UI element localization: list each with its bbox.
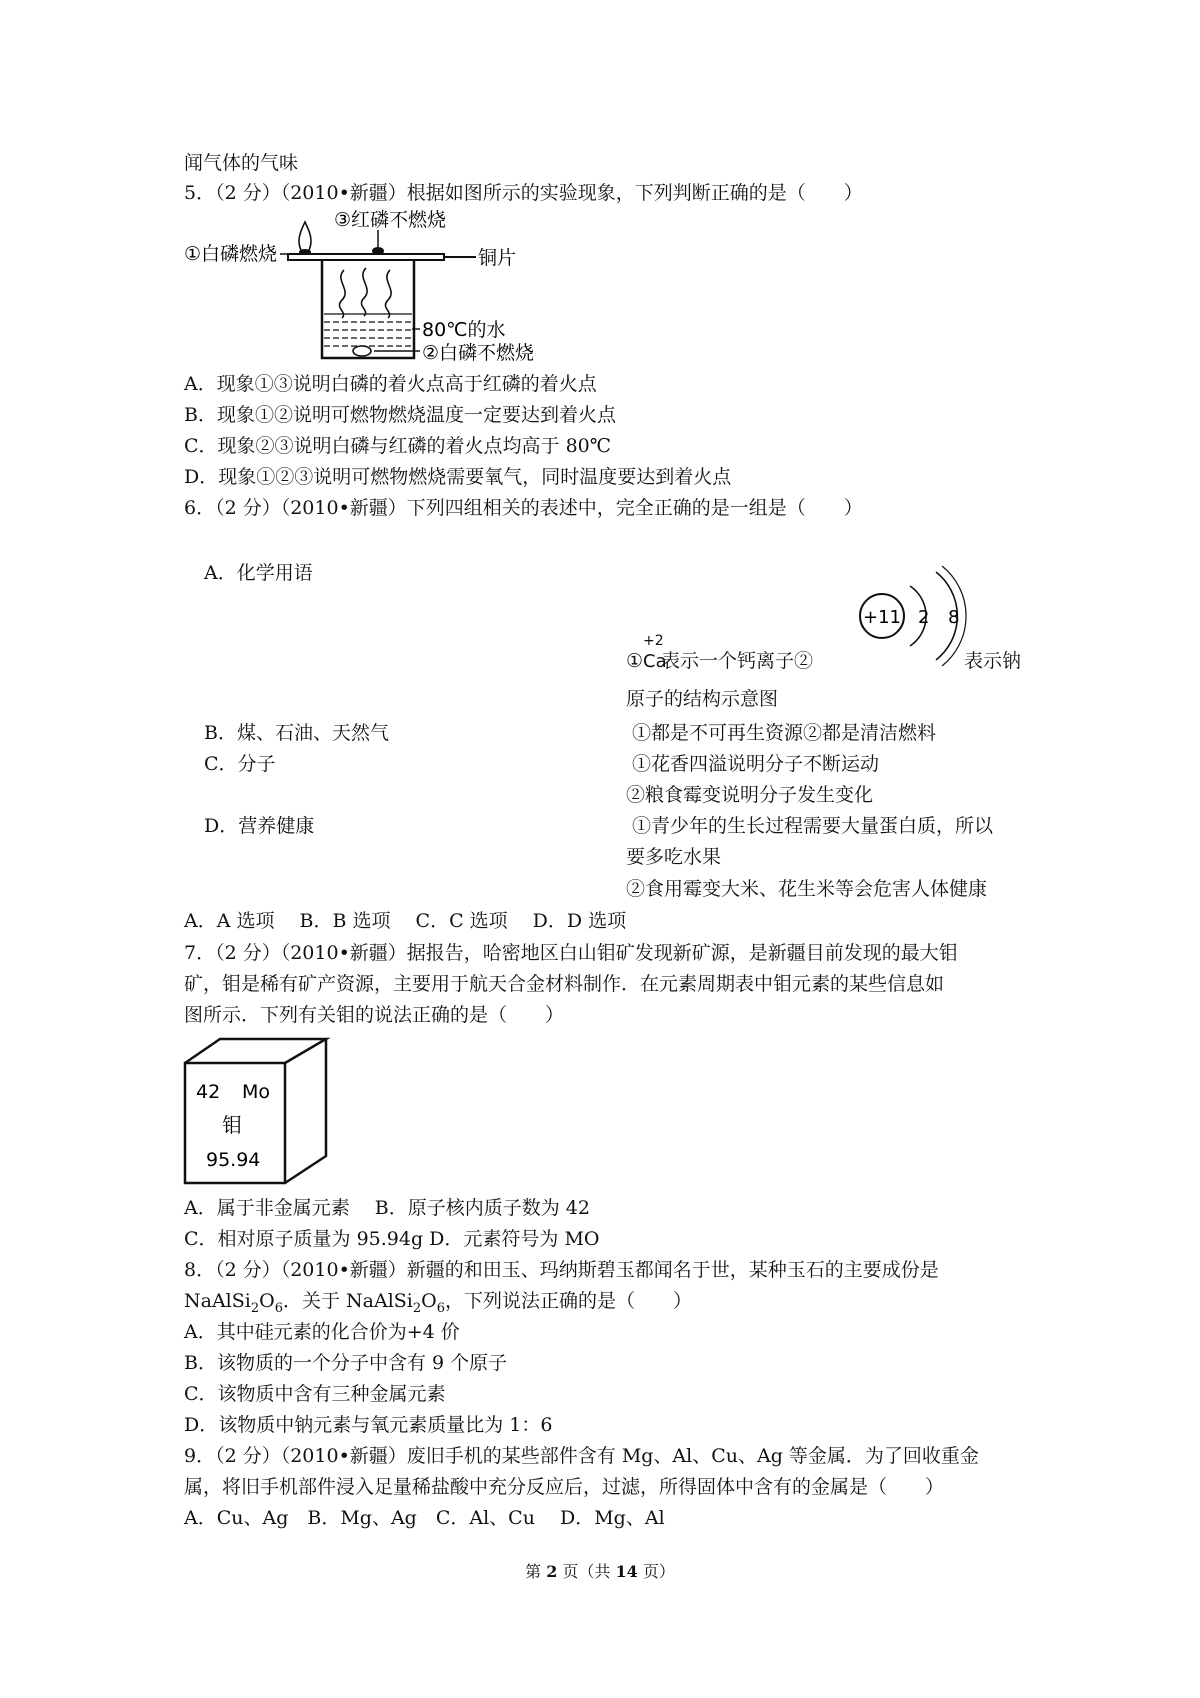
q6-row-d-right: ①青少年的生长过程需要大量蛋白质，所以	[632, 815, 994, 837]
circled-one: ①	[626, 650, 644, 672]
q9-stem-line1: 9．（2 分）（2010•新疆）废旧手机的某些部件含有 Mg、Al、Cu、Ag 等金属．为了回收重金	[184, 1445, 979, 1467]
formula-1	[184, 1290, 283, 1316]
calcium-ion-symbol	[643, 633, 667, 675]
fig-label-red-p: ③红磷不燃烧	[334, 209, 447, 231]
q5-option-a: A．现象①③说明白磷的着火点高于红磷的着火点	[184, 373, 597, 395]
atom-shell-1: 2	[918, 607, 930, 628]
q8-stem-line1: 8．（2 分）（2010•新疆）新疆的和田玉、玛纳斯碧玉都闻名于世，某种玉石的主要成份是	[184, 1259, 939, 1281]
q7-stem-line1: 7．（2 分）（2010•新疆）据报告，哈密地区白山钼矿发现新矿源，是新疆目前发现的最大钼	[184, 942, 958, 964]
atom-nucleus: +11	[863, 607, 901, 628]
formula-2-sub-2: 6	[436, 1300, 446, 1316]
formula-2-part-a: NaAlSi	[346, 1290, 413, 1312]
element-ca: Ca	[643, 651, 667, 672]
q6-answer-options: A．A 选项 B．B 选项 C．C 选项 D．D 选项	[184, 910, 627, 932]
q8-option-b: B．该物质的一个分子中含有 9 个原子	[184, 1352, 508, 1374]
previous-question-tail: 闻气体的气味	[184, 152, 299, 174]
q6-row-a-right	[626, 633, 814, 675]
q6-row-c-right-line2: ②粮食霉变说明分子发生变化	[626, 784, 874, 806]
q6-row-a-right-line2: 原子的结构示意图	[626, 688, 779, 710]
footer-post: 页）	[637, 1562, 675, 1581]
fig-label-white-p-water: ②白磷不燃烧	[422, 342, 535, 364]
atom-shell-2: 8	[948, 607, 960, 628]
fig-label-water: 80℃的水	[422, 319, 506, 341]
element-mass: 95.94	[206, 1149, 261, 1171]
formula-1-part-a: NaAlSi	[184, 1290, 251, 1312]
sodium-atom-diagram	[848, 560, 978, 668]
formula-1-part-b: O	[259, 1290, 275, 1312]
formula-2-sub-1: 2	[412, 1300, 422, 1316]
q8-stem-mid: ．关于	[282, 1290, 347, 1312]
q6-row-c-left: C．分子	[204, 753, 276, 775]
q6-row-d-left: D．营养健康	[204, 815, 315, 837]
page-footer	[0, 1561, 1200, 1583]
q9-stem-line2: 属，将旧手机部件浸入足量稀盐酸中充分反应后，过滤，所得固体中含有的金属是（ ）	[184, 1476, 945, 1498]
row-a-text: 表示一个钙离子②	[661, 650, 814, 672]
q5-option-d: D．现象①②③说明可燃物燃烧需要氧气，同时温度要达到着火点	[184, 466, 732, 488]
element-name: 钼	[222, 1113, 242, 1137]
q6-row-d-right-line3: ②食用霉变大米、花生米等会危害人体健康	[626, 878, 988, 900]
q6-row-c-right: ①花香四溢说明分子不断运动	[632, 753, 880, 775]
q6-row-d-right-line2: 要多吃水果	[626, 846, 722, 868]
q6-row-a-right-tail: 表示钠	[964, 650, 1022, 672]
q6-row-b-right: ①都是不可再生资源②都是清洁燃料	[632, 722, 937, 744]
q7-stem-line3: 图所示．下列有关钼的说法正确的是（ ）	[184, 1004, 565, 1026]
q5-stem: 5．（2 分）（2010•新疆）根据如图所示的实验现象，下列判断正确的是（ ）	[184, 182, 863, 204]
molybdenum-element-card	[182, 1036, 332, 1188]
q9-options: A．Cu、Ag B．Mg、Ag C．Al、Cu D．Mg、Al	[184, 1507, 665, 1529]
fig-label-copper: 铜片	[478, 247, 517, 269]
page-total: 14	[615, 1562, 638, 1581]
q6-stem: 6．（2 分）（2010•新疆）下列四组相关的表述中，完全正确的是一组是（ ）	[184, 497, 863, 519]
footer-mid: 页（共	[557, 1562, 616, 1581]
q8-option-d: D．该物质中钠元素与氧元素质量比为 1：6	[184, 1414, 553, 1436]
q6-row-b-left: B．煤、石油、天然气	[204, 722, 389, 744]
element-symbol: Mo	[242, 1081, 271, 1103]
formula-1-sub-2: 6	[274, 1300, 283, 1316]
formula-1-sub-1: 2	[250, 1300, 260, 1316]
footer-pre: 第	[525, 1562, 547, 1581]
fig-label-white-p-burning: ①白磷燃烧	[184, 243, 278, 265]
q8-stem-line2	[184, 1288, 692, 1314]
q5-option-c: C．现象②③说明白磷与红磷的着火点均高于 80℃	[184, 435, 612, 457]
q7-options-line2: C．相对原子质量为 95.94g D．元素符号为 MO	[184, 1228, 600, 1250]
q8-stem-tail: ，下列说法正确的是（ ）	[445, 1290, 693, 1312]
q8-option-c: C．该物质中含有三种金属元素	[184, 1383, 446, 1405]
formula-2-part-b: O	[421, 1290, 437, 1312]
q8-option-a: A．其中硅元素的化合价为+4 价	[184, 1321, 460, 1343]
charge-label: +2	[643, 633, 664, 649]
q7-options-line1: A．属于非金属元素 B．原子核内质子数为 42	[184, 1197, 590, 1219]
page-number: 2	[546, 1562, 558, 1581]
element-number: 42	[196, 1081, 221, 1103]
formula-2	[346, 1290, 446, 1316]
q7-stem-line2: 矿，钼是稀有矿产资源，主要用于航天合金材料制作．在元素周期表中钼元素的某些信息如	[184, 973, 945, 995]
q6-row-a-left: A．化学用语	[204, 562, 313, 584]
q5-experiment-figure	[184, 208, 564, 368]
q5-option-b: B．现象①②说明可燃物燃烧温度一定要达到着火点	[184, 404, 616, 426]
